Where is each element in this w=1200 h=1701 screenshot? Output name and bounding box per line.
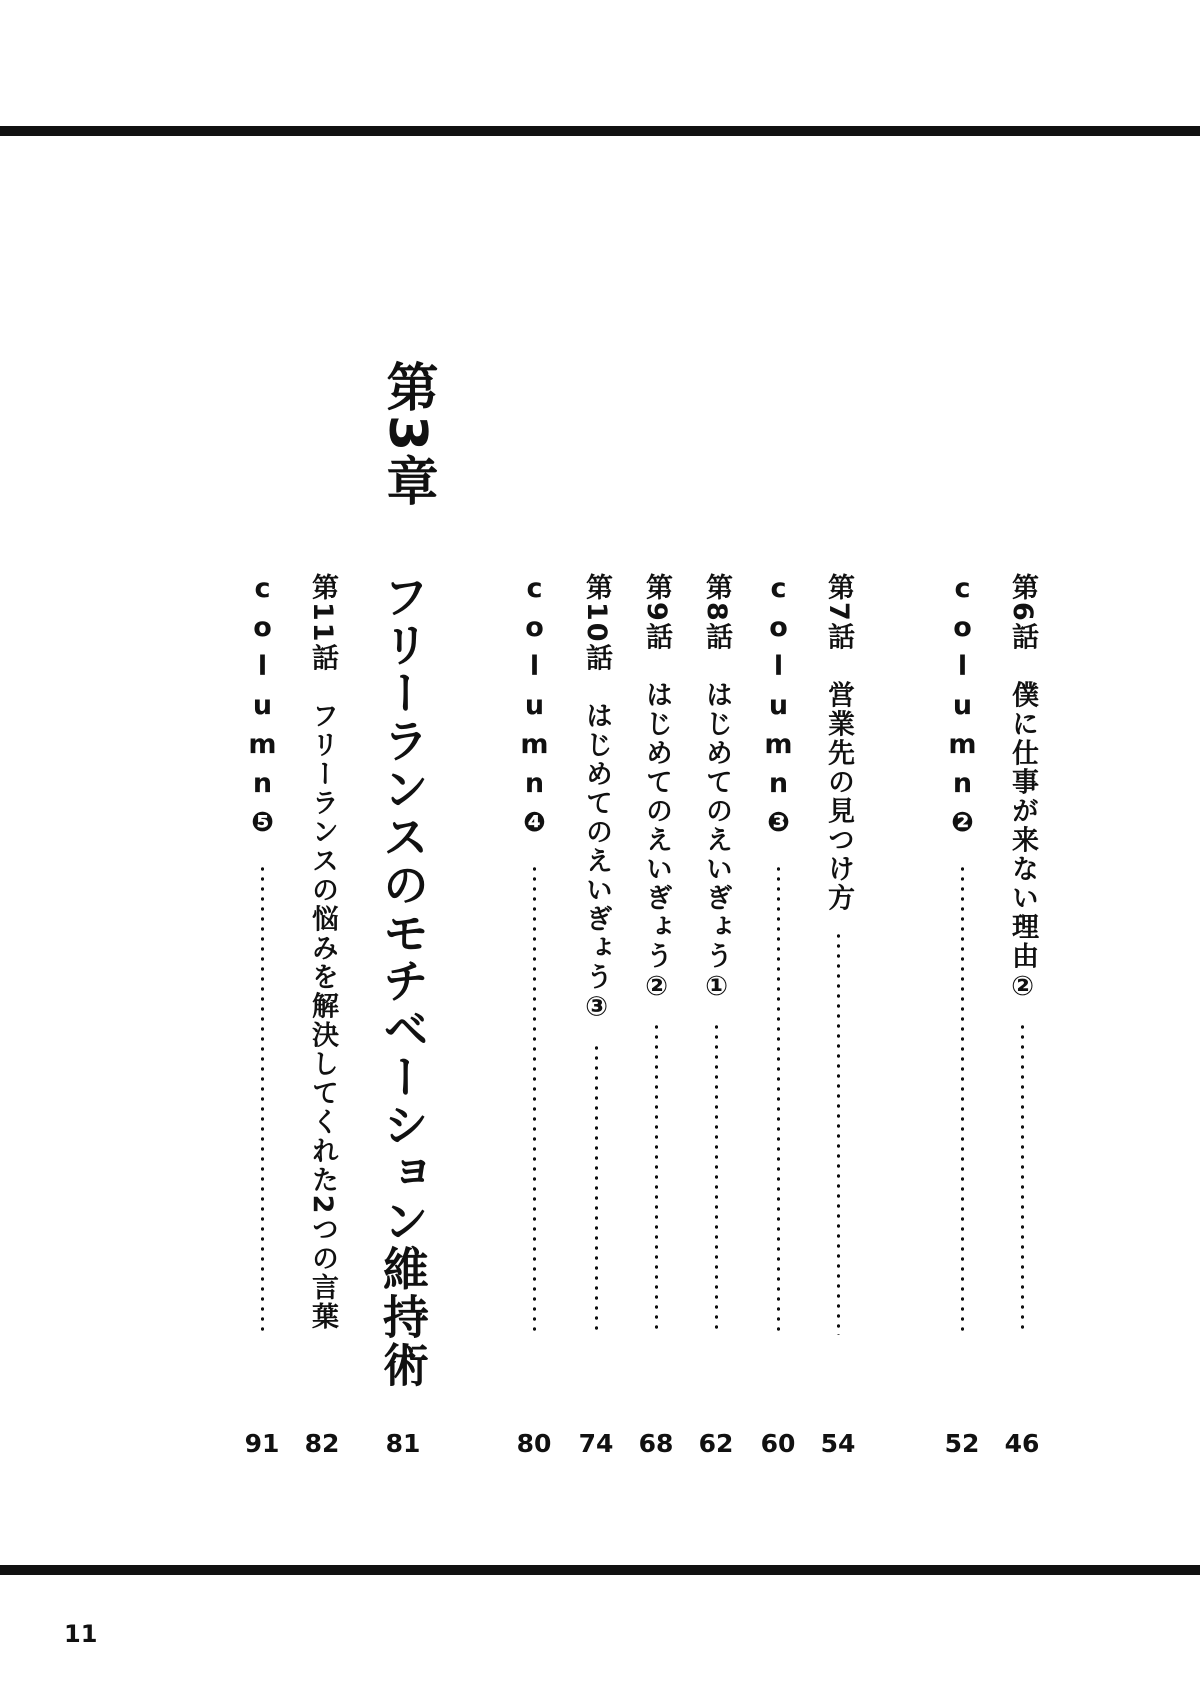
bottom-rule <box>0 1565 1200 1575</box>
toc-page-number: 74 <box>578 1429 614 1458</box>
dot-leader <box>1020 1022 1024 1335</box>
toc-page-number: 60 <box>760 1429 796 1458</box>
toc-entry-label: 第6話 僕に仕事が来ない理由② <box>1007 573 1038 1004</box>
toc-entry-episode-6[interactable] <box>1000 573 1044 1345</box>
toc-entry-label: フリーランスのモチベーション維持術 <box>376 573 430 1389</box>
toc-page-number: 82 <box>304 1429 340 1458</box>
toc-entry-column-2[interactable] <box>940 573 984 1345</box>
toc-entry-label: 第8話 はじめてのえいぎょう① <box>701 573 732 1004</box>
toc-entry-label: 第10話 はじめてのえいぎょう③ <box>581 573 612 1025</box>
toc-page-number: 91 <box>244 1429 280 1458</box>
toc-entry-label: column❷ <box>947 573 978 846</box>
dot-leader <box>960 864 964 1335</box>
toc-entry-episode-11[interactable] <box>300 573 344 1345</box>
toc-entry-episode-7[interactable] <box>816 573 860 1345</box>
toc-page-number: 54 <box>820 1429 856 1458</box>
toc-page-number: 80 <box>516 1429 552 1458</box>
chapter-heading: 第3章 <box>377 360 437 510</box>
toc-entry-episode-8[interactable] <box>694 573 738 1345</box>
toc-entry-label: 第11話 フリーランスの悩みを解決してくれた2つの言葉 <box>307 573 338 1332</box>
toc-entry-episode-9[interactable] <box>634 573 678 1345</box>
toc-page-number: 52 <box>944 1429 980 1458</box>
toc-page-number: 81 <box>385 1429 421 1458</box>
toc-page-number: 68 <box>638 1429 674 1458</box>
dot-leader <box>714 1022 718 1335</box>
dot-leader <box>836 931 840 1335</box>
toc-entry-column-5[interactable] <box>240 573 284 1345</box>
toc-entry-label: 第9話 はじめてのえいぎょう② <box>641 573 672 1004</box>
toc-entry-column-4[interactable] <box>512 573 556 1345</box>
toc-entry-chapter-title[interactable] <box>370 573 436 1389</box>
page-number: 11 <box>64 1620 98 1648</box>
dot-leader <box>654 1022 658 1335</box>
toc-page-number: 62 <box>698 1429 734 1458</box>
toc-entry-column-3[interactable] <box>756 573 800 1345</box>
toc-page-number: 46 <box>1004 1429 1040 1458</box>
toc-entry-label: column❺ <box>247 573 278 846</box>
dot-leader <box>532 864 536 1335</box>
toc-entry-label: column❹ <box>519 573 550 846</box>
dot-leader <box>776 864 780 1335</box>
dot-leader <box>594 1043 598 1335</box>
toc-entry-label: column❸ <box>763 573 794 846</box>
dot-leader <box>260 864 264 1335</box>
top-rule <box>0 126 1200 136</box>
toc-entry-episode-10[interactable] <box>574 573 618 1345</box>
toc-entry-label: 第7話 営業先の見つけ方 <box>823 573 854 913</box>
